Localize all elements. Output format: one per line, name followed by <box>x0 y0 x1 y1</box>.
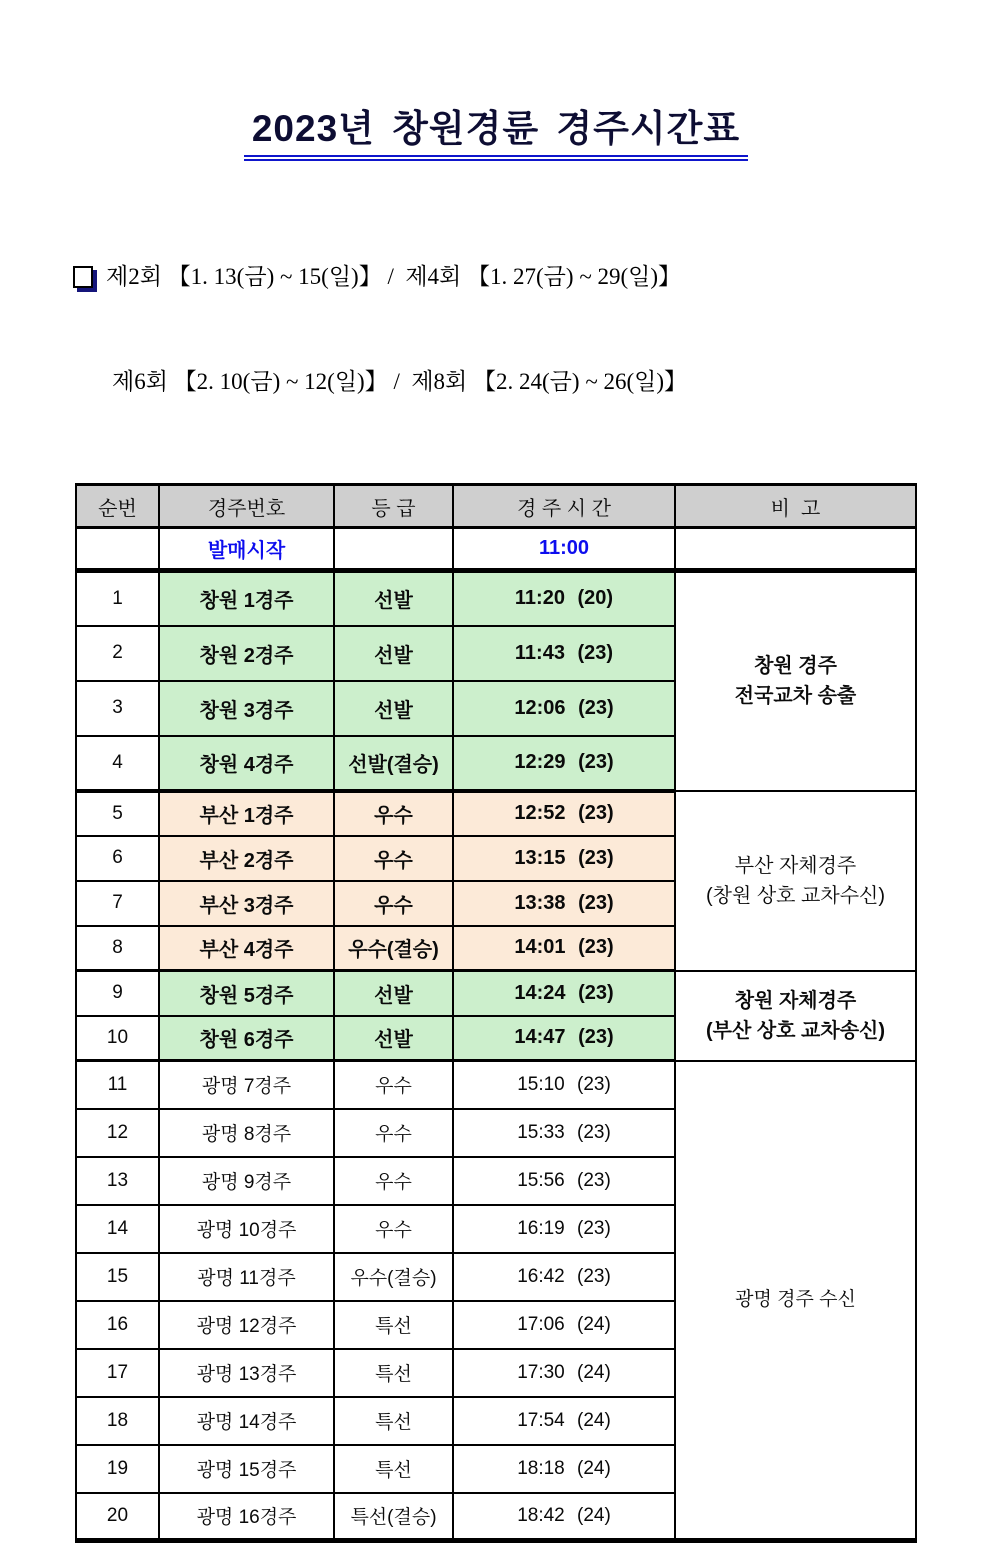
row-number-cell: 7 <box>76 881 159 926</box>
race-name-cell: 부산 2경주 <box>159 836 334 881</box>
race-time-cell: 17:30 (24) <box>453 1349 675 1397</box>
race-name-cell: 광명 9경주 <box>159 1157 334 1205</box>
race-time-cell: 13:15 (23) <box>453 836 675 881</box>
header-no: 순번 <box>76 485 159 528</box>
race-time-cell: 14:24 (23) <box>453 971 675 1016</box>
race-time-cell: 14:01 (23) <box>453 926 675 971</box>
race-row <box>76 791 916 836</box>
race-name-cell: 창원 3경주 <box>159 681 334 736</box>
grade-cell: 우수(결승) <box>334 926 453 971</box>
note-line: (부산 상호 교차송신) <box>706 1019 885 1042</box>
row-number-cell: 9 <box>76 971 159 1016</box>
checkbox-bullet-icon <box>73 266 93 288</box>
race-row <box>76 571 916 626</box>
race-name-cell: 광명 12경주 <box>159 1301 334 1349</box>
race-name-cell: 창원 4경주 <box>159 736 334 791</box>
note-cell <box>675 571 916 791</box>
grade-cell: 선발 <box>334 571 453 626</box>
grade-cell: 우수 <box>334 836 453 881</box>
grade-cell: 특선 <box>334 1445 453 1493</box>
race-name-cell: 창원 5경주 <box>159 971 334 1016</box>
row-number-cell: 20 <box>76 1493 159 1541</box>
page-title: 2023년 창원경륜 경주시간표 <box>244 98 748 161</box>
race-name-cell: 광명 8경주 <box>159 1109 334 1157</box>
race-time-cell: 12:29 (23) <box>453 736 675 791</box>
row-number-cell: 2 <box>76 626 159 681</box>
race-time-cell: 13:38 (23) <box>453 881 675 926</box>
race-time-cell: 15:56 (23) <box>453 1157 675 1205</box>
race-name-cell: 부산 1경주 <box>159 791 334 836</box>
row-number-cell: 18 <box>76 1397 159 1445</box>
row-number-cell: 8 <box>76 926 159 971</box>
note-line: 부산 자체경주 <box>734 854 857 877</box>
race-row <box>76 1061 916 1109</box>
grade-cell: 선발 <box>334 1016 453 1061</box>
race-time-cell: 11:43 (23) <box>453 626 675 681</box>
race-time-cell: 15:10 (23) <box>453 1061 675 1109</box>
grade-cell: 우수 <box>334 881 453 926</box>
note-line: 창원 자체경주 <box>734 989 857 1012</box>
round-dates <box>73 189 992 469</box>
note-line: (창원 상호 교차수신) <box>706 884 885 907</box>
race-time-cell: 11:20 (20) <box>453 571 675 626</box>
round-dates-line-1 <box>73 259 992 294</box>
row-number-cell: 12 <box>76 1109 159 1157</box>
note-line: 전국교차 송출 <box>734 685 857 708</box>
row-number-cell: 5 <box>76 791 159 836</box>
note-cell <box>675 1061 916 1541</box>
race-time-cell: 17:06 (24) <box>453 1301 675 1349</box>
grade-cell <box>334 528 453 571</box>
race-time-cell: 16:42 (23) <box>453 1253 675 1301</box>
race-row <box>76 971 916 1016</box>
grade-cell: 선발 <box>334 971 453 1016</box>
table-header-row <box>76 485 916 528</box>
race-name-cell: 부산 4경주 <box>159 926 334 971</box>
header-grade: 등 급 <box>334 485 453 528</box>
round-dates-line-2 <box>73 364 992 399</box>
race-time-cell: 18:18 (24) <box>453 1445 675 1493</box>
grade-cell: 우수 <box>334 1157 453 1205</box>
note-line: 창원 경주 <box>754 655 837 678</box>
grade-cell: 우수 <box>334 1205 453 1253</box>
race-time-cell: 12:52 (23) <box>453 791 675 836</box>
row-number-cell: 13 <box>76 1157 159 1205</box>
grade-cell: 특선 <box>334 1397 453 1445</box>
row-number-cell: 1 <box>76 571 159 626</box>
grade-cell: 우수 <box>334 791 453 836</box>
race-name-cell: 창원 2경주 <box>159 626 334 681</box>
race-name-cell: 광명 15경주 <box>159 1445 334 1493</box>
race-name-cell: 광명 16경주 <box>159 1493 334 1541</box>
race-name-cell: 창원 1경주 <box>159 571 334 626</box>
header-race-time: 경 주 시 간 <box>453 485 675 528</box>
race-time-cell: 16:19 (23) <box>453 1205 675 1253</box>
grade-cell: 특선(결승) <box>334 1493 453 1541</box>
race-table-body <box>76 528 916 1541</box>
note-cell <box>675 791 916 971</box>
title-block <box>0 0 992 161</box>
row-number-cell: 17 <box>76 1349 159 1397</box>
grade-cell: 선발(결승) <box>334 736 453 791</box>
row-number-cell: 10 <box>76 1016 159 1061</box>
grade-cell: 특선 <box>334 1301 453 1349</box>
race-name-cell: 광명 14경주 <box>159 1397 334 1445</box>
round-dates-text-2: 제6회 【2. 10(금) ~ 12(일)】 / 제8회 【2. 24(금) ~ 26(일)】 <box>112 369 688 394</box>
race-time-cell: 18:42 (24) <box>453 1493 675 1541</box>
note-cell <box>675 971 916 1061</box>
race-time-cell: 12:06 (23) <box>453 681 675 736</box>
race-name-cell: 광명 10경주 <box>159 1205 334 1253</box>
grade-cell: 선발 <box>334 681 453 736</box>
row-number-cell: 19 <box>76 1445 159 1493</box>
row-number-cell: 11 <box>76 1061 159 1109</box>
grade-cell: 우수 <box>334 1061 453 1109</box>
row-number-cell: 16 <box>76 1301 159 1349</box>
row-number-cell: 3 <box>76 681 159 736</box>
row-number-cell: 14 <box>76 1205 159 1253</box>
race-name-cell: 부산 3경주 <box>159 881 334 926</box>
row-number-cell: 4 <box>76 736 159 791</box>
round-dates-text-1: 제2회 【1. 13(금) ~ 15(일)】 / 제4회 【1. 27(금) ~ 29(일)】 <box>106 264 682 289</box>
race-time-cell: 15:33 (23) <box>453 1109 675 1157</box>
grade-cell: 우수(결승) <box>334 1253 453 1301</box>
race-name-cell: 창원 6경주 <box>159 1016 334 1061</box>
race-name-cell: 광명 7경주 <box>159 1061 334 1109</box>
note-cell <box>675 528 916 571</box>
row-number-cell <box>76 528 159 571</box>
grade-cell: 우수 <box>334 1109 453 1157</box>
race-name-cell: 광명 13경주 <box>159 1349 334 1397</box>
grade-cell: 특선 <box>334 1349 453 1397</box>
sale-start-label: 발매시작 <box>159 528 334 571</box>
note-line: 광명 경주 수신 <box>735 1288 856 1310</box>
race-schedule-table <box>75 483 917 1543</box>
sale-start-row <box>76 528 916 571</box>
race-name-cell: 광명 11경주 <box>159 1253 334 1301</box>
header-note: 비 고 <box>675 485 916 528</box>
row-number-cell: 15 <box>76 1253 159 1301</box>
header-race-number: 경주번호 <box>159 485 334 528</box>
race-time-cell: 14:47 (23) <box>453 1016 675 1061</box>
race-time-cell: 17:54 (24) <box>453 1397 675 1445</box>
row-number-cell: 6 <box>76 836 159 881</box>
grade-cell: 선발 <box>334 626 453 681</box>
sale-start-time: 11:00 <box>453 528 675 571</box>
